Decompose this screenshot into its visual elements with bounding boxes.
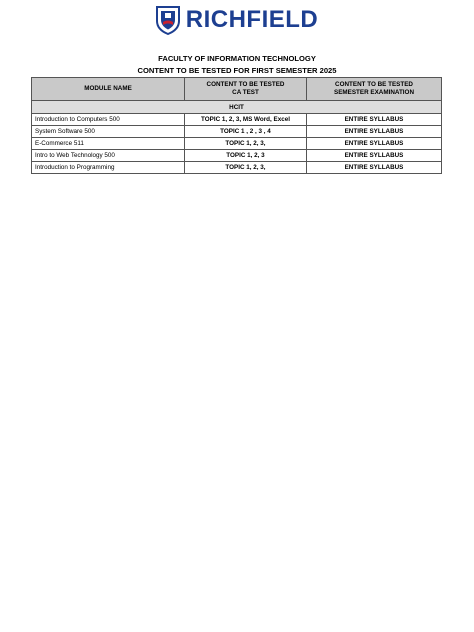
module-cell: Intro to Web Technology 500: [32, 150, 185, 162]
ca-cell: TOPIC 1, 2, 3,: [185, 138, 307, 150]
ca-cell: TOPIC 1, 2, 3: [185, 150, 307, 162]
module-name-header: MODULE NAME: [32, 78, 185, 101]
document-title: CONTENT TO BE TESTED FOR FIRST SEMESTER 2025: [137, 65, 337, 75]
richfield-logo: [0, 4, 474, 36]
exam-cell: ENTIRE SYLLABUS: [307, 138, 442, 150]
table-row: [32, 138, 442, 150]
module-cell: E-Commerce 511: [32, 138, 185, 150]
module-cell: System Software 500: [32, 126, 185, 138]
ca-cell: TOPIC 1, 2, 3, MS Word, Excel: [185, 114, 307, 126]
table-row: [32, 126, 442, 138]
section-row: [32, 101, 442, 114]
ca-test-header: CONTENT TO BE TESTED CA TEST: [185, 78, 307, 101]
exam-cell: ENTIRE SYLLABUS: [307, 114, 442, 126]
exam-cell: ENTIRE SYLLABUS: [307, 162, 442, 174]
shield-icon: [156, 6, 180, 35]
section-label: HCIT: [32, 101, 442, 114]
exam-header: CONTENT TO BE TESTED SEMESTER EXAMINATION: [307, 78, 442, 101]
exam-cell: ENTIRE SYLLABUS: [307, 126, 442, 138]
table-row: [32, 162, 442, 174]
module-cell: Introduction to Computers 500: [32, 114, 185, 126]
content-table: [31, 77, 442, 174]
table-row: [32, 114, 442, 126]
logo-wordmark: RICHFIELD: [185, 6, 319, 33]
faculty-title: FACULTY OF INFORMATION TECHNOLOGY: [158, 54, 316, 63]
module-cell: Introduction to Programming: [32, 162, 185, 174]
ca-cell: TOPIC 1, 2, 3,: [185, 162, 307, 174]
ca-cell: TOPIC 1 , 2 , 3 , 4: [185, 126, 307, 138]
table-header-row: [32, 78, 442, 101]
document-heading: [0, 53, 474, 76]
exam-cell: ENTIRE SYLLABUS: [307, 150, 442, 162]
table-row: [32, 150, 442, 162]
